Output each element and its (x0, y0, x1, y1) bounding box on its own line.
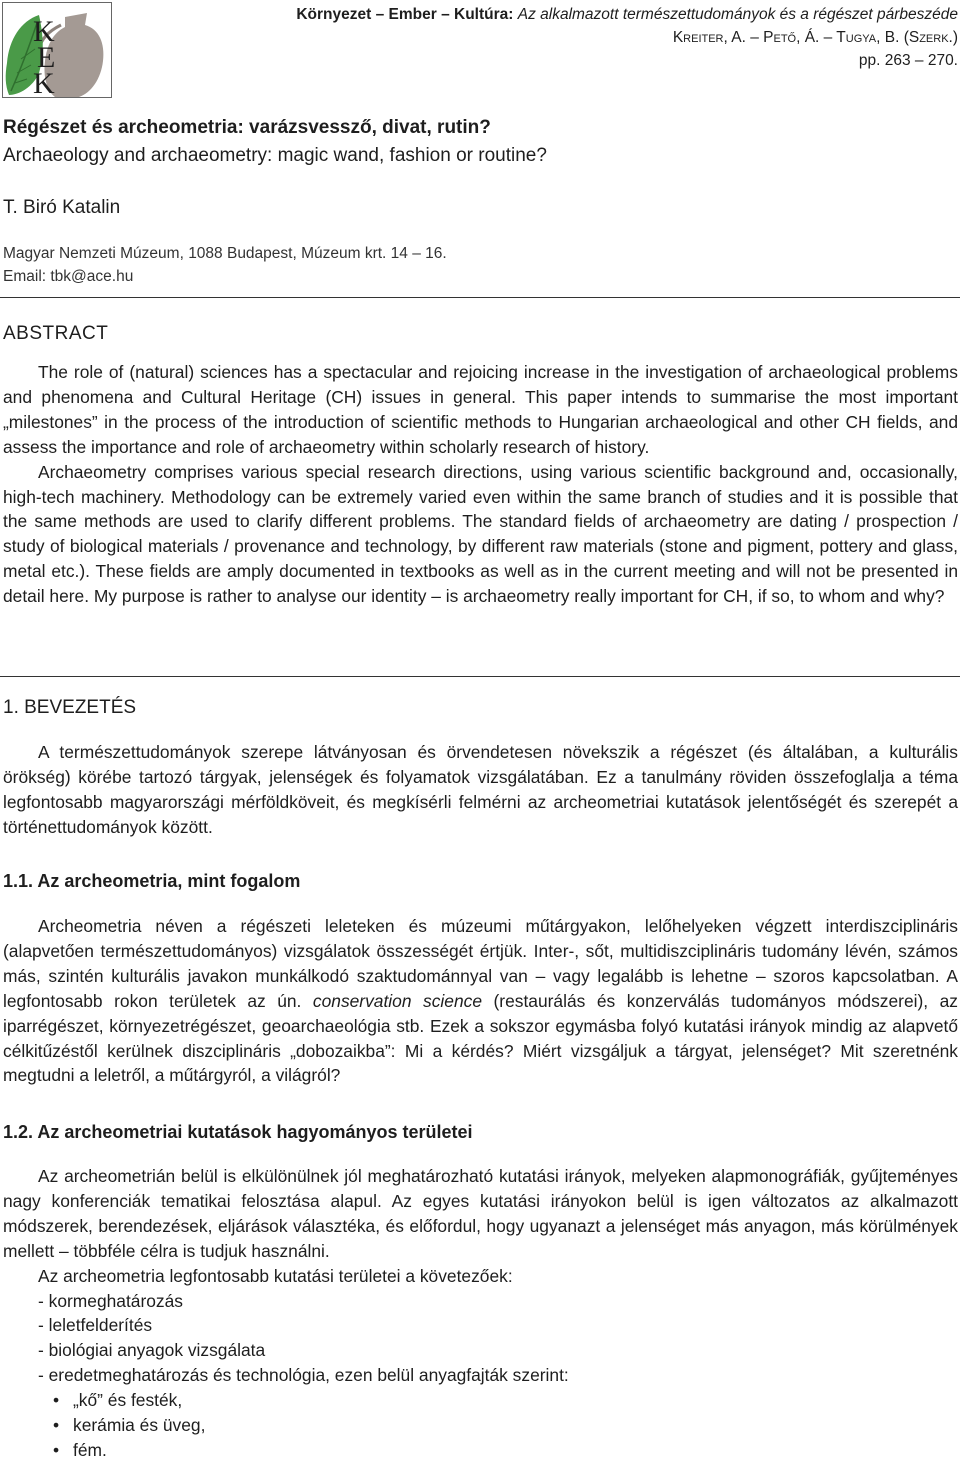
kek-logo-icon (3, 3, 112, 98)
title-hungarian: Régészet és archeometria: varázsvessző, divat, rutin? (3, 117, 491, 138)
section-1-2-paragraph-1: Az archeometrián belül is elkülönülnek jól meghatározható kutatási irányok, melyeken alapmonográfiák, gyűjteményes nagy konferenciák tematikai felosztása alapul. Az egyes kutatási irányokon belül is igen változatos az alkalmazott módszerek, berendezések, eljárások választéka, és előfordul, hogy ugyanazt a jelenséget más anyagon, más körülmények mellett – többféle célra is tudjuk használni. (3, 1166, 958, 1261)
logo-letter-k2: K (33, 67, 55, 98)
abstract-heading: ABSTRACT (3, 323, 109, 344)
author: T. Biró Katalin (3, 197, 121, 218)
section-1-1-body (3, 914, 958, 1088)
email: Email: tbk@ace.hu (3, 268, 134, 285)
section-1-body (3, 740, 958, 840)
divider-top (0, 297, 960, 298)
abstract-paragraph-2: Archaeometry comprises various special research directions, using various scientific background and, occasionally, high-tech machinery. Methodology can be extremely varied even within the same branch of studies and it is possible that the same methods are used to clarify different problems. The standard fields of archaeometry are dating / prospection / study of biological materials / provenance and technology, by different raw materials (stone and pigment, pottery and glass, metal etc.). These fields are amply documented in textbooks as well as in the current meeting and will not be presented in detail here. My purpose is rather to analyse our identity – is archaeometry really important for CH, if so, to whom and why? (3, 461, 958, 607)
section-1-paragraph: A természettudományok szerepe látványosan és örvendetesen növekszik a régészet (és általában, a kulturális örökség) körébe tartozó tárgyak, jelenségek és folyamatok vizsgálatában. Ez a tanulmány röviden összefoglalja a téma legfontosabb magyarországi mérföldköveit, és megkísérli felmérni az archeometriai kutatások jelentőségét és szerepét a történettudományok között. (3, 742, 958, 837)
list-item: • „kő” és festék, (3, 1388, 958, 1413)
list-item: - kormeghatározás (38, 1290, 183, 1311)
running-head (198, 3, 958, 72)
list-item: - leletfelderítés (38, 1315, 153, 1336)
list-item: - biológiai anyagok vizsgálata (38, 1340, 266, 1361)
series-title: Környezet – Ember – Kultúra: (296, 6, 514, 23)
section-heading-1-1: 1.1. Az archeometria, mint fogalom (3, 871, 301, 891)
section-heading-1: 1. BEVEZETÉS (3, 697, 137, 718)
logo-letter-e: E (37, 41, 56, 74)
material-type-list (3, 1388, 958, 1463)
section-1-2-body (3, 1164, 958, 1463)
list-item: • fém. (3, 1438, 958, 1463)
section-1-2-paragraph-2: Az archeometria legfontosabb kutatási területei a követezőek: (38, 1265, 513, 1286)
publisher-logo (2, 2, 112, 98)
series-subtitle: Az alkalmazott természettudományok és a régészet párbeszéde (517, 6, 958, 23)
abstract-paragraph-1: The role of (natural) sciences has a spectacular and rejoicing increase in the investigation of archaeological problems and phenomena and Cultural Heritage (CH) issues in general. This paper intends to summarise the most important „milestones” in the process of the introduction of scientific methods to Hungarian archaeological and other CH fields, and assess the importance and role of archaeometry within scholarly research of history. (3, 362, 958, 457)
editors: Kreiter, A. – Pető, Á. – Tugya, B. (Szerk.) (672, 29, 958, 46)
logo-letter-k1: K (33, 15, 55, 48)
research-area-list (3, 1289, 958, 1389)
section-1-1-paragraph (3, 914, 958, 1088)
list-item: - eredetmeghatározás és technológia, ezen belül anyagfajták szerint: (38, 1365, 569, 1386)
divider-bottom (0, 676, 960, 677)
page-range: pp. 263 – 270. (858, 52, 958, 69)
series-line (198, 3, 958, 26)
term-conservation-science: conservation science (312, 990, 482, 1011)
paragraph-part-a: Archeometria néven a régészeti leleteken és múzeumi műtárgyakon, lelőhelyeken végzett interdiszciplináris (alapvetően természettudományos) vizsgálatok összességét értjük. Inter-, sőt, multidiszciplináris tudomány lévén, számos más, szintén kulturális javakon munkálkodó szaktudománnyal van – vagy legalább is lehetne – szoros kapcsolatban. A legfontosabb rokon területek az ún. (3, 916, 958, 1011)
affiliation: Magyar Nemzeti Múzeum, 1088 Budapest, Múzeum krt. 14 – 16. (3, 245, 447, 262)
section-heading-1-2: 1.2. Az archeometriai kutatások hagyományos területei (3, 1122, 473, 1142)
title-english: Archaeology and archaeometry: magic wand, fashion or routine? (3, 145, 547, 166)
abstract-body (3, 360, 958, 609)
list-item: • kerámia és üveg, (3, 1413, 958, 1438)
paragraph-part-b: (restaurálás és konzerválás tudományos módszerei), az iparrégészet, környezetrégészet, geoarchaeológia stb. Ezek a sokszor egymásba folyó kutatási irányok mindig az alapvető célkitűzéstől kerülnek diszciplináris „dobozaikba”: Mi a kérdés? Miért vizsgáljuk a tárgyat, jelenséget? Mit szeretnénk megtudni a leletről, a műtárgyról, a világról? (3, 990, 958, 1086)
